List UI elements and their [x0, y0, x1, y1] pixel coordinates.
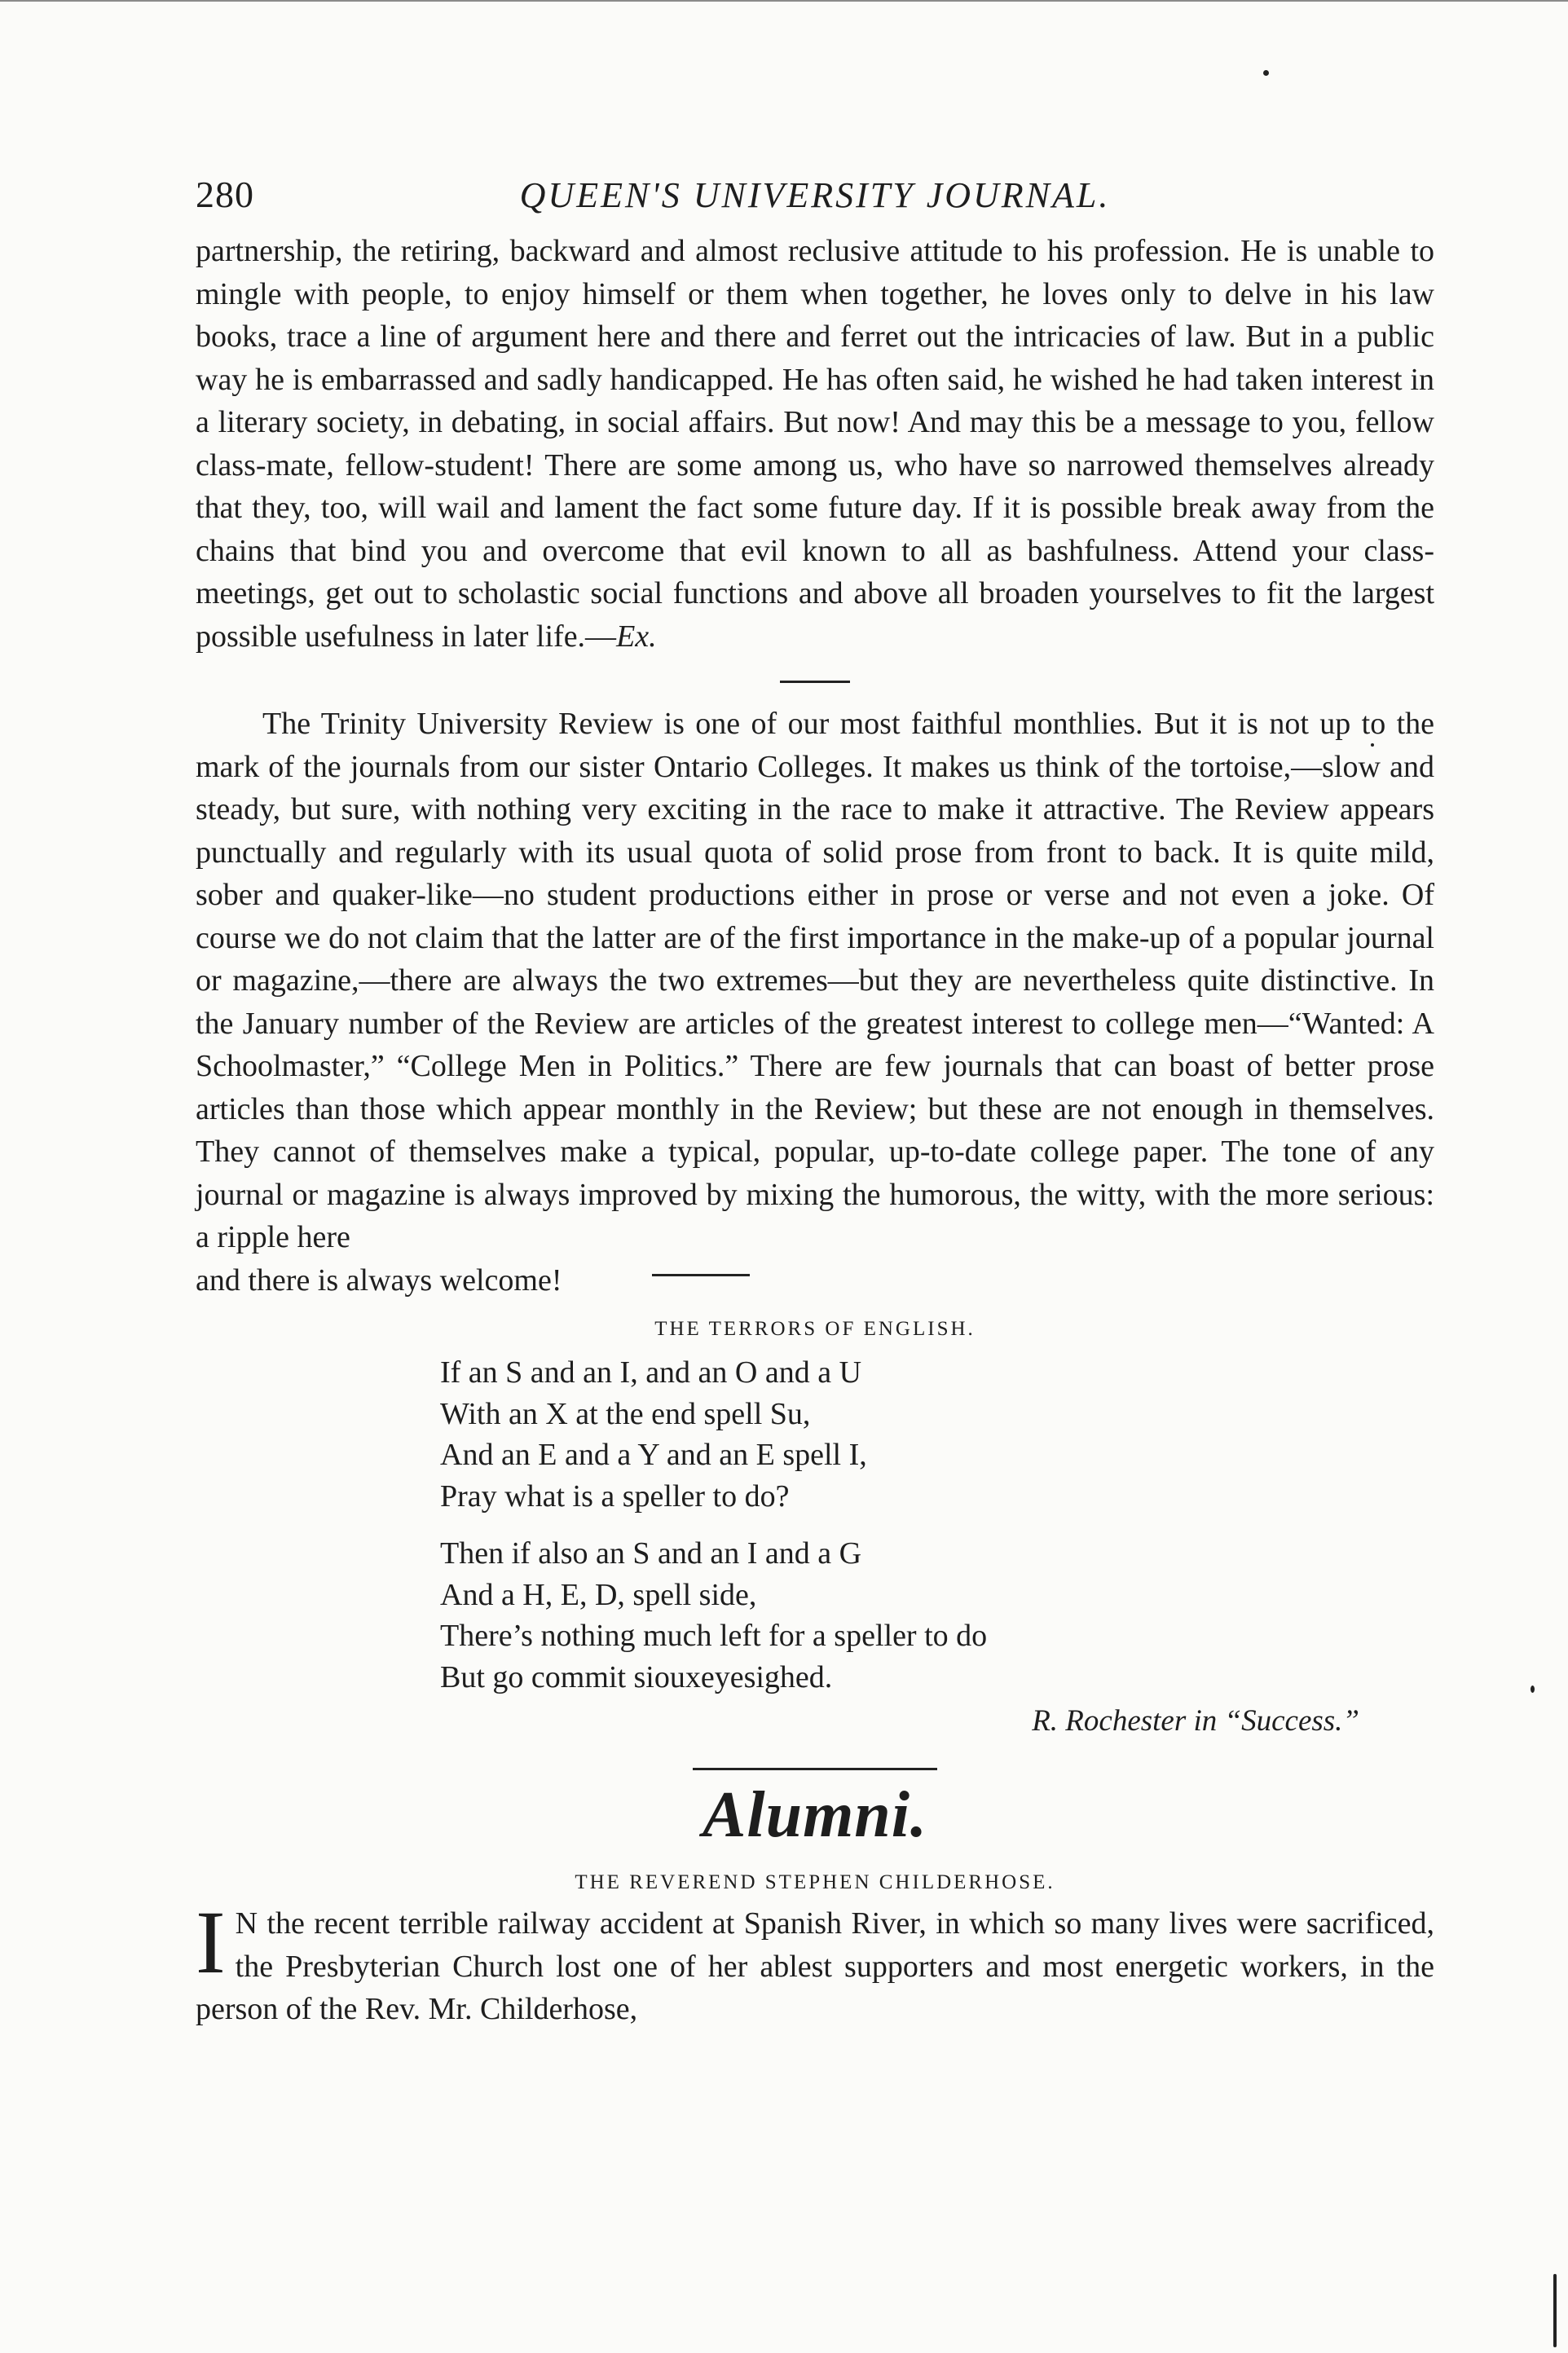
continued-paragraph — [196, 230, 1434, 658]
poem-stanza-2 — [440, 1533, 1434, 1698]
source-abbreviation: Ex. — [616, 619, 657, 654]
running-head — [196, 173, 1434, 230]
page-number: 280 — [196, 174, 254, 215]
poem-attribution: R. Rochester in “Success.” — [1032, 1704, 1359, 1738]
review-paragraph: The Trinity University Review is one of our most faithful monthlies. But it is not up to the mark of the journals from our sister Ontario Colleges. It makes us think of the tortoise,—slow and steady, but sure, with nothing very exciting in the race to make it attractive. The Review appears punctually and regularly with its usual quota of solid prose from front to back. It is quite mild, sober and quaker-like—no student productions either in prose or verse and not even a joke. Of course we do not claim that the latter are of the first importance in the make-up of a popular journal or magazine,—there are always the two extremes—but they are nevertheless quite distinctive. In the January number of the Review are articles of the greatest interest to college men—“Wanted: A Schoolmaster,” “College Men in Politics.” There are few journals that can boast of better prose articles than those which appear monthly in the Review; but these are not enough in themselves. They cannot of themselves make a typical, popular, up-to-date college paper. The tone of any journal or magazine is always improved by mixing the humorous, the witty, with the more serious: a ripple here — [196, 707, 1434, 1254]
poem-line: If an S and an I, and an O and a U — [440, 1355, 862, 1390]
poem-line: Pray what is a speller to do? — [440, 1478, 790, 1514]
ink-speck — [1553, 2274, 1557, 2347]
poem-stanza-1 — [440, 1352, 1434, 1517]
alumni-heading: Alumni. — [702, 1779, 928, 1851]
paragraph-text: partnership, the retiring, backward and almost reclusive attitude to his profession. He is unable to mingle with people, to enjoy himself or them when together, he loves only to delve in his law books, trace a line of argument here and there and ferret out the intricacies of law. But in a public way he is embarrassed and sadly handicapped. He has often said, he wished he had taken interest in a literary society, in debating, in social affairs. But now! And may this be a message to you, fellow class-mate, fellow-student! There are some among us, who have so narrowed themselves already that they, too, will wail and lament the fact some future day. If it is possible break away from the chains that bind you and overcome that evil known to all as bashfulness. Attend your class-meetings, get out to scholastic social functions and above all broaden yourselves to fit the largest possible usefulness in later life.— — [196, 234, 1434, 654]
drop-cap: I — [196, 1893, 226, 1992]
poem-line: There’s nothing much left for a speller to do — [440, 1619, 988, 1653]
poem-line: And a H, E, D, spell side, — [440, 1577, 757, 1612]
journal-title: QUEEN'S UNIVERSITY JOURNAL. — [519, 175, 1111, 215]
alumni-paragraph-text: N the recent terrible railway accident at Spanish River, in which so many lives were sacrificed, the Presbyterian Church lost one of her ablest supporters and most energetic workers, in the person of the Rev. Mr. Childerhose, — [196, 1906, 1434, 2026]
alumni-paragraph — [196, 1893, 1434, 2031]
page-top-edge — [0, 0, 1568, 7]
journal-page — [196, 173, 1434, 2031]
poem-title: THE TERRORS OF ENGLISH. — [654, 1318, 976, 1340]
ink-speck — [1371, 743, 1374, 747]
ink-speck — [1263, 70, 1269, 76]
article-subheading: THE REVEREND STEPHEN CHILDERHOSE. — [575, 1871, 1055, 1893]
poem-line: Then if also an S and an I and a G — [440, 1536, 862, 1571]
review-paragraph-last-line — [196, 1259, 1434, 1302]
poem-line: With an X at the end spell Su, — [440, 1396, 811, 1431]
inline-divider — [652, 1274, 750, 1276]
poem-line: And an E and a Y and an E spell I, — [440, 1438, 867, 1472]
review-closing-text: and there is always welcome! — [196, 1262, 562, 1298]
section-divider — [780, 681, 850, 683]
poem-line: But go commit siouxeyesighed. — [440, 1659, 833, 1694]
ink-speck — [1531, 1685, 1535, 1693]
section-divider-long — [693, 1768, 937, 1770]
